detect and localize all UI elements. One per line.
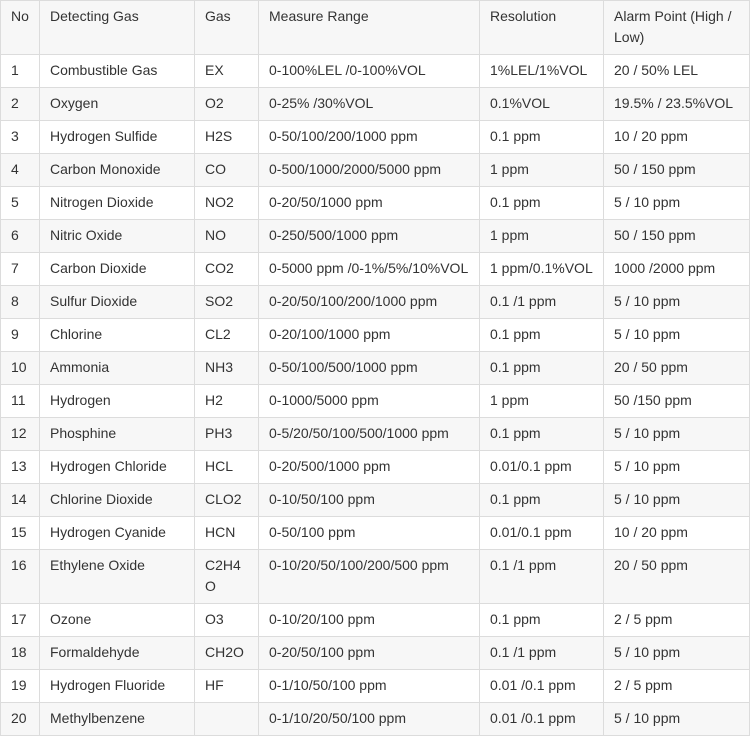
cell-detecting-gas: Hydrogen Fluoride — [40, 670, 195, 703]
cell-gas-formula: H2S — [195, 121, 259, 154]
cell-no: 16 — [1, 550, 40, 604]
cell-resolution: 0.1 ppm — [480, 604, 604, 637]
table-row — [1, 88, 750, 121]
cell-resolution: 0.01 /0.1 ppm — [480, 703, 604, 736]
cell-measure-range: 0-20/50/100 ppm — [259, 637, 480, 670]
table-row — [1, 670, 750, 703]
cell-alarm-point: 2 / 5 ppm — [604, 670, 750, 703]
cell-resolution: 0.1 ppm — [480, 319, 604, 352]
cell-gas-formula: NO — [195, 220, 259, 253]
header-resolution: Resolution — [480, 1, 604, 55]
cell-gas-formula: O3 — [195, 604, 259, 637]
cell-alarm-point: 5 / 10 ppm — [604, 484, 750, 517]
cell-gas-formula: CL2 — [195, 319, 259, 352]
cell-detecting-gas: Ammonia — [40, 352, 195, 385]
cell-measure-range: 0-10/20/100 ppm — [259, 604, 480, 637]
cell-measure-range: 0-5/20/50/100/500/1000 ppm — [259, 418, 480, 451]
cell-alarm-point: 10 / 20 ppm — [604, 517, 750, 550]
cell-measure-range: 0-500/1000/2000/5000 ppm — [259, 154, 480, 187]
cell-measure-range: 0-1/10/50/100 ppm — [259, 670, 480, 703]
cell-gas-formula: CO — [195, 154, 259, 187]
cell-resolution: 0.1 ppm — [480, 121, 604, 154]
cell-no: 15 — [1, 517, 40, 550]
cell-alarm-point: 2 / 5 ppm — [604, 604, 750, 637]
cell-resolution: 0.1%VOL — [480, 88, 604, 121]
cell-detecting-gas: Formaldehyde — [40, 637, 195, 670]
cell-resolution: 0.01 /0.1 ppm — [480, 670, 604, 703]
cell-gas-formula: CO2 — [195, 253, 259, 286]
cell-measure-range: 0-25% /30%VOL — [259, 88, 480, 121]
cell-no: 14 — [1, 484, 40, 517]
cell-alarm-point: 50 / 150 ppm — [604, 220, 750, 253]
cell-detecting-gas: Nitric Oxide — [40, 220, 195, 253]
cell-resolution: 1 ppm — [480, 154, 604, 187]
cell-alarm-point: 20 / 50 ppm — [604, 550, 750, 604]
cell-alarm-point: 5 / 10 ppm — [604, 319, 750, 352]
table-row — [1, 121, 750, 154]
cell-resolution: 0.01/0.1 ppm — [480, 517, 604, 550]
cell-detecting-gas: Chlorine Dioxide — [40, 484, 195, 517]
cell-alarm-point: 50 / 150 ppm — [604, 154, 750, 187]
cell-detecting-gas: Phosphine — [40, 418, 195, 451]
cell-detecting-gas: Carbon Dioxide — [40, 253, 195, 286]
cell-resolution: 1 ppm — [480, 385, 604, 418]
cell-alarm-point: 20 / 50 ppm — [604, 352, 750, 385]
cell-no: 18 — [1, 637, 40, 670]
cell-no: 20 — [1, 703, 40, 736]
cell-no: 7 — [1, 253, 40, 286]
cell-measure-range: 0-20/50/100/200/1000 ppm — [259, 286, 480, 319]
cell-resolution: 0.1 /1 ppm — [480, 637, 604, 670]
cell-no: 8 — [1, 286, 40, 319]
cell-measure-range: 0-250/500/1000 ppm — [259, 220, 480, 253]
cell-resolution: 1 ppm — [480, 220, 604, 253]
cell-gas-formula — [195, 703, 259, 736]
cell-resolution: 0.1 /1 ppm — [480, 550, 604, 604]
cell-gas-formula: PH3 — [195, 418, 259, 451]
table-row — [1, 703, 750, 736]
table-row — [1, 604, 750, 637]
cell-gas-formula: O2 — [195, 88, 259, 121]
header-gas: Gas — [195, 1, 259, 55]
cell-measure-range: 0-20/500/1000 ppm — [259, 451, 480, 484]
cell-measure-range: 0-1/10/20/50/100 ppm — [259, 703, 480, 736]
cell-detecting-gas: Chlorine — [40, 319, 195, 352]
cell-alarm-point: 10 / 20 ppm — [604, 121, 750, 154]
table-row — [1, 451, 750, 484]
cell-measure-range: 0-1000/5000 ppm — [259, 385, 480, 418]
cell-gas-formula: EX — [195, 55, 259, 88]
table-row — [1, 484, 750, 517]
cell-resolution: 0.1 ppm — [480, 484, 604, 517]
cell-no: 9 — [1, 319, 40, 352]
table-row — [1, 637, 750, 670]
cell-no: 6 — [1, 220, 40, 253]
cell-gas-formula: NO2 — [195, 187, 259, 220]
cell-measure-range: 0-50/100/200/1000 ppm — [259, 121, 480, 154]
cell-measure-range: 0-100%LEL /0-100%VOL — [259, 55, 480, 88]
table-row — [1, 418, 750, 451]
cell-measure-range: 0-20/50/1000 ppm — [259, 187, 480, 220]
table-row — [1, 154, 750, 187]
cell-no: 12 — [1, 418, 40, 451]
cell-no: 13 — [1, 451, 40, 484]
cell-measure-range: 0-10/50/100 ppm — [259, 484, 480, 517]
cell-detecting-gas: Ozone — [40, 604, 195, 637]
cell-alarm-point: 50 /150 ppm — [604, 385, 750, 418]
cell-gas-formula: HCN — [195, 517, 259, 550]
cell-alarm-point: 5 / 10 ppm — [604, 703, 750, 736]
cell-resolution: 1%LEL/1%VOL — [480, 55, 604, 88]
header-measure-range: Measure Range — [259, 1, 480, 55]
header-no: No — [1, 1, 40, 55]
cell-measure-range: 0-5000 ppm /0-1%/5%/10%VOL — [259, 253, 480, 286]
cell-gas-formula: NH3 — [195, 352, 259, 385]
cell-resolution: 0.1 ppm — [480, 418, 604, 451]
cell-measure-range: 0-50/100/500/1000 ppm — [259, 352, 480, 385]
cell-alarm-point: 5 / 10 ppm — [604, 637, 750, 670]
table-row — [1, 319, 750, 352]
cell-no: 17 — [1, 604, 40, 637]
cell-alarm-point: 1000 /2000 ppm — [604, 253, 750, 286]
cell-alarm-point: 5 / 10 ppm — [604, 418, 750, 451]
cell-detecting-gas: Hydrogen Cyanide — [40, 517, 195, 550]
table-row — [1, 253, 750, 286]
cell-detecting-gas: Hydrogen Sulfide — [40, 121, 195, 154]
cell-detecting-gas: Methylbenzene — [40, 703, 195, 736]
table-row — [1, 187, 750, 220]
cell-measure-range: 0-50/100 ppm — [259, 517, 480, 550]
table-row — [1, 220, 750, 253]
cell-detecting-gas: Ethylene Oxide — [40, 550, 195, 604]
cell-gas-formula: SO2 — [195, 286, 259, 319]
cell-alarm-point: 19.5% / 23.5%VOL — [604, 88, 750, 121]
cell-detecting-gas: Sulfur Dioxide — [40, 286, 195, 319]
table-row — [1, 352, 750, 385]
table-row — [1, 286, 750, 319]
cell-resolution: 1 ppm/0.1%VOL — [480, 253, 604, 286]
cell-no: 5 — [1, 187, 40, 220]
header-detecting-gas: Detecting Gas — [40, 1, 195, 55]
table-row — [1, 517, 750, 550]
cell-no: 19 — [1, 670, 40, 703]
cell-gas-formula: CLO2 — [195, 484, 259, 517]
cell-measure-range: 0-10/20/50/100/200/500 ppm — [259, 550, 480, 604]
cell-gas-formula: HF — [195, 670, 259, 703]
cell-no: 10 — [1, 352, 40, 385]
cell-detecting-gas: Combustible Gas — [40, 55, 195, 88]
cell-no: 2 — [1, 88, 40, 121]
cell-alarm-point: 5 / 10 ppm — [604, 286, 750, 319]
cell-resolution: 0.01/0.1 ppm — [480, 451, 604, 484]
cell-detecting-gas: Carbon Monoxide — [40, 154, 195, 187]
cell-resolution: 0.1 ppm — [480, 187, 604, 220]
cell-gas-formula: CH2O — [195, 637, 259, 670]
cell-no: 11 — [1, 385, 40, 418]
cell-detecting-gas: Nitrogen Dioxide — [40, 187, 195, 220]
cell-alarm-point: 20 / 50% LEL — [604, 55, 750, 88]
cell-gas-formula: H2 — [195, 385, 259, 418]
cell-detecting-gas: Oxygen — [40, 88, 195, 121]
cell-gas-formula: HCL — [195, 451, 259, 484]
cell-resolution: 0.1 /1 ppm — [480, 286, 604, 319]
table-body — [1, 55, 750, 736]
cell-no: 4 — [1, 154, 40, 187]
table-row — [1, 550, 750, 604]
cell-no: 3 — [1, 121, 40, 154]
cell-no: 1 — [1, 55, 40, 88]
table-row — [1, 385, 750, 418]
table-row — [1, 55, 750, 88]
cell-measure-range: 0-20/100/1000 ppm — [259, 319, 480, 352]
header-alarm-point: Alarm Point (High / Low) — [604, 1, 750, 55]
cell-detecting-gas: Hydrogen Chloride — [40, 451, 195, 484]
cell-gas-formula: C2H4O — [195, 550, 259, 604]
table-header-row — [1, 1, 750, 55]
cell-detecting-gas: Hydrogen — [40, 385, 195, 418]
cell-resolution: 0.1 ppm — [480, 352, 604, 385]
cell-alarm-point: 5 / 10 ppm — [604, 187, 750, 220]
cell-alarm-point: 5 / 10 ppm — [604, 451, 750, 484]
